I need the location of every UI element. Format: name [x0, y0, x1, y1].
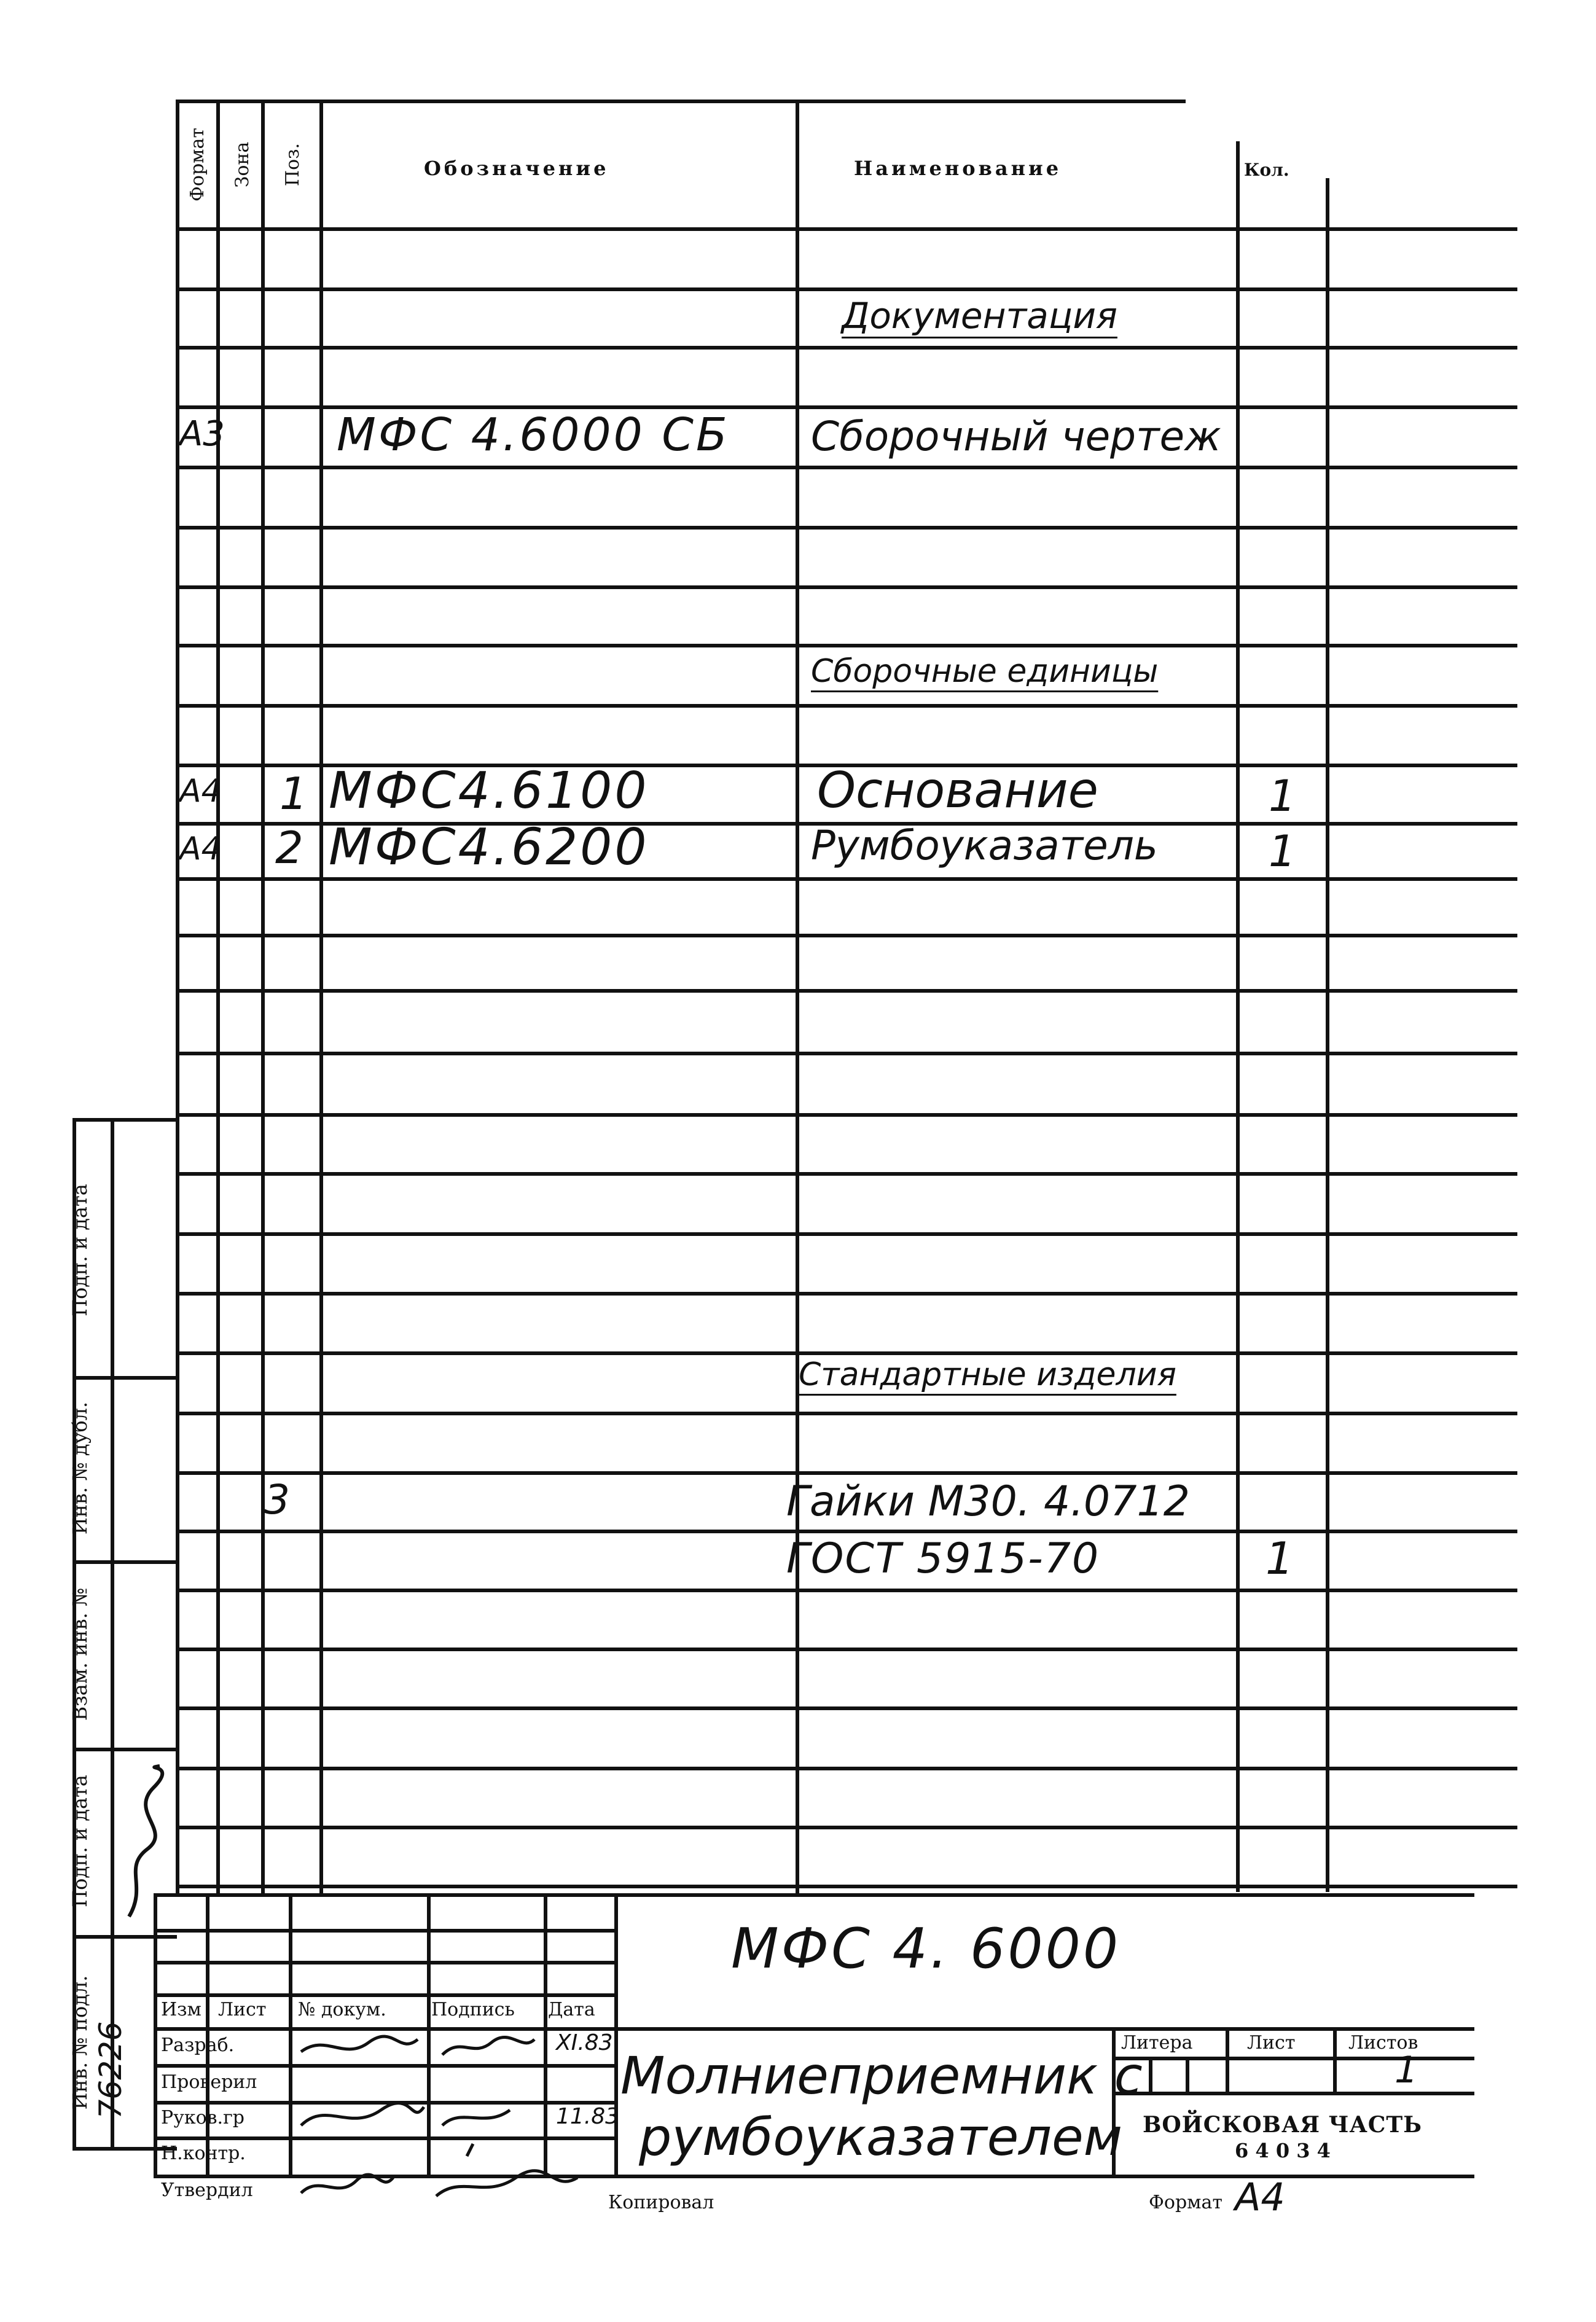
- title-line: [154, 1893, 1474, 1897]
- col-line-format: [216, 100, 220, 1893]
- row-name: Основание: [817, 762, 1098, 819]
- col-line-name: [1236, 141, 1240, 1892]
- row-line: [178, 526, 1517, 530]
- label-sheet: Лист: [1247, 2032, 1296, 2054]
- row-line: [178, 1530, 1517, 1533]
- header-zone: Зона: [232, 141, 253, 188]
- row-line: [178, 1351, 1517, 1355]
- date-developer: XI.83: [556, 2030, 613, 2055]
- label-litera: Литера: [1121, 2032, 1193, 2054]
- role-group-head: Руков.гр: [161, 2107, 244, 2128]
- signature-marks: [289, 2027, 614, 2211]
- row-designation: МФС 4.6000 СБ: [337, 408, 730, 461]
- row-qty: 1: [1265, 1533, 1294, 1584]
- col-line-designation: [796, 100, 799, 1893]
- col-izm: Изм: [161, 1999, 201, 2020]
- side-replace-inv: Взам. инв. №: [68, 1587, 92, 1721]
- section-standard-items: Стандартные изделия: [799, 1356, 1176, 1393]
- side-stamp-line: [72, 1560, 177, 1564]
- side-stamp-line: [111, 1118, 114, 2150]
- col-line-left: [176, 100, 179, 1893]
- row-line: [178, 989, 1517, 993]
- title-line: [1112, 2057, 1474, 2060]
- format-value: А4: [1235, 2175, 1285, 2219]
- side-sign-date-orig: Подп. и дата: [68, 1775, 92, 1907]
- row-position: 1: [280, 768, 308, 819]
- row-format: А3: [179, 414, 225, 454]
- col-line-zone: [261, 100, 265, 1893]
- frame-top-line: [178, 100, 1186, 103]
- row-line: [178, 1052, 1517, 1055]
- side-sign-date: Подп. и дата: [68, 1184, 92, 1316]
- role-developer: Разраб.: [161, 2035, 235, 2056]
- side-signature: [111, 1763, 172, 1923]
- row-line: [178, 1826, 1517, 1829]
- col-sign: Подпись: [431, 1999, 515, 2020]
- role-checker: Проверил: [161, 2071, 257, 2093]
- header-position: Поз.: [282, 143, 303, 187]
- row-line: [178, 1232, 1517, 1236]
- sheets-value: 1: [1395, 2049, 1418, 2092]
- row-line: [178, 287, 1517, 291]
- col-list: Лист: [218, 1999, 267, 2020]
- row-line: [178, 1589, 1517, 1592]
- row-line: [178, 1113, 1517, 1117]
- side-stamp-line: [72, 1748, 177, 1751]
- row-qty: 1: [1269, 771, 1296, 821]
- side-inv-orig: Инв. № подл.: [68, 1975, 92, 2110]
- header-bottom-line: [178, 227, 1517, 231]
- row-name: Сборочный чертеж: [811, 413, 1221, 460]
- side-inv-dup: Инв. № дубл.: [68, 1401, 92, 1535]
- col-line-qty: [1326, 178, 1329, 1892]
- col-line-pos: [319, 100, 323, 1893]
- title-vline: [154, 1893, 157, 2178]
- row-line: [178, 1706, 1517, 1710]
- label-sheets: Листов: [1348, 2032, 1418, 2054]
- title-vline: [1226, 2027, 1229, 2093]
- col-doc-no: № докум.: [298, 1999, 386, 2020]
- row-name: Гайки М30. 4.0712: [786, 1477, 1190, 1526]
- header-designation: Обозначение: [424, 157, 609, 180]
- header-format: Формат: [187, 128, 208, 201]
- row-line: [178, 1292, 1517, 1296]
- row-line: [178, 1885, 1517, 1888]
- row-format: А4: [179, 773, 222, 810]
- row-line: [178, 346, 1517, 350]
- organization-line1: ВОЙСКОВАЯ ЧАСТЬ: [1143, 2112, 1422, 2138]
- row-name: Румбоуказатель: [811, 822, 1158, 869]
- row-designation: МФС4.6100: [329, 762, 649, 820]
- row-designation: МФС4.6200: [329, 818, 649, 877]
- side-inv-value: 76226: [93, 2021, 128, 2119]
- title-vline: [1333, 2027, 1337, 2093]
- title-vline: [614, 1893, 618, 2178]
- row-name: ГОСТ 5915-70: [786, 1534, 1100, 1583]
- title-vline: [1186, 2057, 1189, 2093]
- row-line: [178, 1648, 1517, 1651]
- date-group-head: 11.83: [556, 2104, 620, 2129]
- doc-name-line2: румбоуказателем: [639, 2107, 1123, 2167]
- row-position: 3: [264, 1476, 290, 1523]
- row-line: [178, 934, 1517, 937]
- row-line: [178, 585, 1517, 589]
- doc-code: МФС 4. 6000: [731, 1917, 1121, 1981]
- row-line: [178, 704, 1517, 708]
- role-approver: Утвердил: [161, 2179, 253, 2201]
- row-line: [178, 1412, 1517, 1415]
- row-qty: 1: [1269, 826, 1296, 877]
- side-stamp-line: [72, 1376, 177, 1380]
- title-vline: [1149, 2057, 1152, 2093]
- row-line: [178, 466, 1517, 469]
- row-line: [178, 1471, 1517, 1475]
- section-documentation: Документация: [842, 295, 1117, 337]
- row-line: [178, 877, 1517, 881]
- doc-name-line1: Молниеприемник с: [620, 2046, 1143, 2106]
- row-format: А4: [179, 831, 222, 867]
- col-date: Дата: [548, 1999, 595, 2020]
- copied-label: Копировал: [608, 2192, 714, 2213]
- side-stamp-line: [72, 1118, 177, 1122]
- header-name: Наименование: [854, 157, 1062, 180]
- title-line: [1112, 2092, 1474, 2095]
- header-qty: Кол.: [1244, 160, 1289, 180]
- side-stamp-line: [72, 1935, 177, 1939]
- organization-line2: 6 4 0 3 4: [1235, 2139, 1331, 2162]
- role-norm-control: Н.контр.: [161, 2143, 246, 2164]
- row-line: [178, 644, 1517, 647]
- row-line: [178, 1767, 1517, 1770]
- section-assembly-units: Сборочные единицы: [811, 653, 1159, 690]
- format-label: Формат: [1149, 2192, 1222, 2213]
- row-position: 2: [275, 822, 303, 874]
- row-line: [178, 1172, 1517, 1176]
